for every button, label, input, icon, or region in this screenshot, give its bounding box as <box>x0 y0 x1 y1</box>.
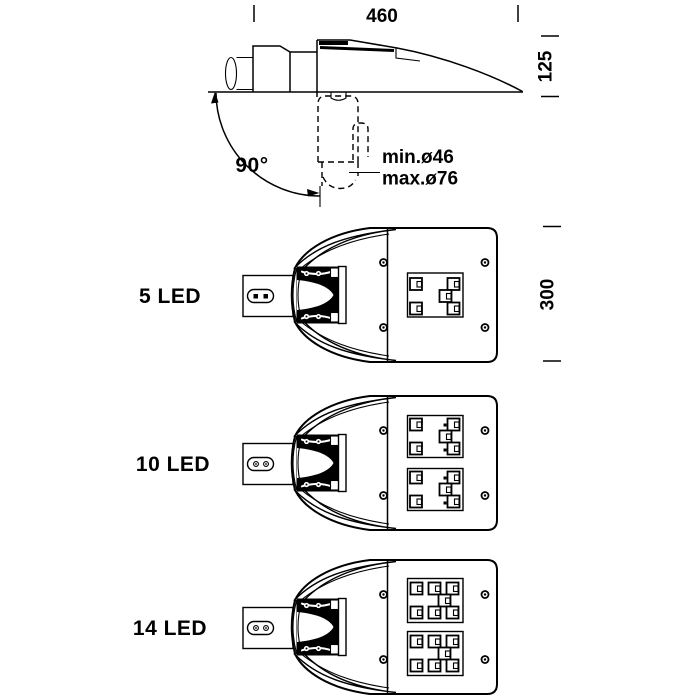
pole-clamp <box>293 267 346 324</box>
pole-dashed-outline <box>318 96 368 189</box>
module-dot <box>444 449 447 452</box>
mounting-arm <box>243 608 293 649</box>
variant-label-14-led: 14 LED <box>132 617 208 640</box>
led <box>410 472 422 484</box>
led <box>448 443 460 455</box>
hinge-strip <box>339 267 347 324</box>
led <box>411 636 423 648</box>
pole-min-value: min.ø46 <box>382 147 454 168</box>
screw <box>380 324 387 331</box>
clamp-bolt <box>304 482 309 487</box>
mounting-arm <box>243 444 293 485</box>
clamp-bolt <box>316 314 321 319</box>
screw <box>380 656 387 663</box>
top-bar <box>319 41 348 45</box>
led <box>439 648 451 660</box>
clamp-bolt <box>304 314 309 319</box>
led <box>440 431 452 443</box>
clamp-bolt <box>316 439 321 444</box>
module-dot <box>444 502 447 505</box>
led <box>448 496 460 508</box>
clamp-profile <box>253 46 317 92</box>
variant-label-5-led: 5 LED <box>138 285 202 308</box>
led <box>411 583 423 595</box>
led-module <box>408 632 464 676</box>
pole-end-cap <box>226 58 237 90</box>
pole-clamp <box>293 435 346 492</box>
clamp-bolt <box>316 603 321 608</box>
led <box>410 278 422 290</box>
led-module <box>408 273 464 317</box>
led <box>411 607 423 619</box>
led <box>411 660 423 672</box>
led-module <box>408 579 464 623</box>
clamp-bolt <box>316 646 321 651</box>
arm-hole <box>254 294 259 299</box>
screw <box>380 591 387 598</box>
clamp-bolt <box>316 271 321 276</box>
led <box>447 583 459 595</box>
top-view-5-led <box>243 228 497 362</box>
screw <box>380 492 387 499</box>
screw <box>482 427 489 434</box>
clamp-bolt <box>304 603 309 608</box>
led <box>440 290 452 302</box>
led-module <box>408 416 464 458</box>
module-dot <box>444 477 447 480</box>
led <box>447 660 459 672</box>
depth-dimension <box>538 227 562 362</box>
led <box>429 607 441 619</box>
led <box>410 419 422 431</box>
led <box>448 472 460 484</box>
led <box>439 595 451 607</box>
led <box>429 660 441 672</box>
led <box>447 607 459 619</box>
pole-clamp <box>293 599 346 656</box>
led <box>448 303 460 315</box>
led <box>410 496 422 508</box>
led <box>448 278 460 290</box>
hinge-strip <box>339 435 347 492</box>
arc-line <box>216 93 320 196</box>
side-view <box>208 5 559 207</box>
screw <box>380 427 387 434</box>
arm-hole <box>264 294 269 299</box>
led <box>448 419 460 431</box>
led <box>440 484 452 496</box>
body-top-curve <box>397 48 523 92</box>
variant-label-10-led: 10 LED <box>135 453 211 476</box>
screw <box>482 259 489 266</box>
rotation-arc <box>211 92 320 208</box>
led-module <box>408 469 464 511</box>
dim-height-value: 125 <box>535 50 557 83</box>
led <box>410 443 422 455</box>
clamp-bolt <box>304 646 309 651</box>
hinge-strip <box>339 599 347 656</box>
screw <box>482 656 489 663</box>
arc-arrow-up-icon <box>211 92 219 104</box>
clamp-bolt <box>304 439 309 444</box>
clamp-bolt <box>304 271 309 276</box>
top-views <box>243 228 497 694</box>
angle-value: 90° <box>235 154 269 177</box>
module-dot <box>444 424 447 427</box>
top-view-14-led <box>243 560 497 694</box>
mounting-arm <box>243 276 293 317</box>
led <box>447 636 459 648</box>
screw <box>380 259 387 266</box>
top-view-10-led <box>243 396 497 530</box>
screw <box>482 591 489 598</box>
led <box>429 636 441 648</box>
clamp-bolt <box>316 482 321 487</box>
pole-lines <box>237 58 254 90</box>
led <box>429 583 441 595</box>
led <box>410 303 422 315</box>
top-bar-2 <box>320 48 394 51</box>
dim-width-value: 460 <box>366 6 398 27</box>
screw <box>482 324 489 331</box>
screw <box>482 492 489 499</box>
pole-max-value: max.ø76 <box>382 168 459 190</box>
dim-depth-value: 300 <box>537 278 559 311</box>
